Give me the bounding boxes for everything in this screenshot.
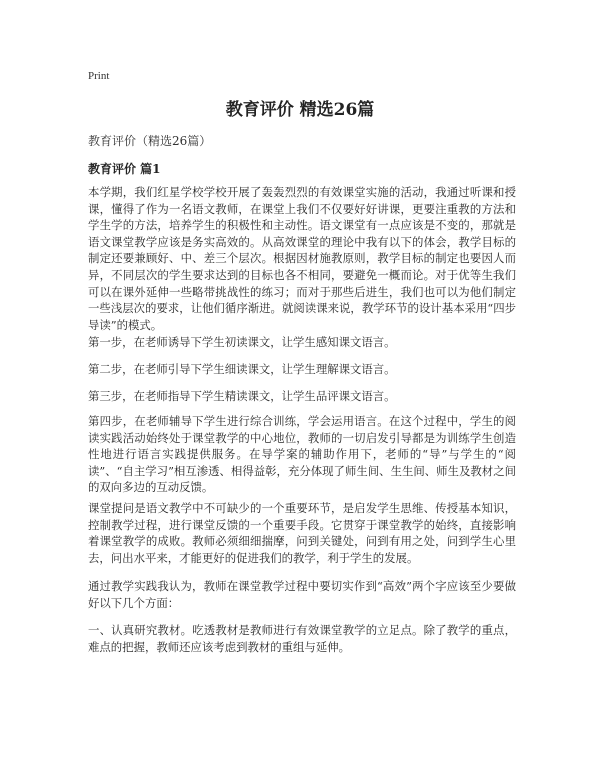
paragraph: 第三步，在老师指导下学生精读课文，让学生品评课文语言。: [88, 389, 396, 403]
print-link[interactable]: Print: [88, 70, 110, 82]
paragraph: 第一步，在老师诱导下学生初读课文，让学生感知课文语言。: [88, 335, 396, 349]
paragraph: 通过教学实践我认为，教师在课堂教学过程中要切实作到“高效”两个字应该至少要做好以下几个方面：: [88, 579, 516, 610]
paragraph: 一、认真研究教材。吃透教材是教师进行有效课堂教学的立足点。除了教学的重点，难点的把握，教师还应该考虑到教材的重组与延伸。: [88, 623, 516, 654]
document-title: 教育评价 精选26篇: [225, 100, 375, 120]
document-subtitle: 教育评价（精选26篇）: [88, 134, 212, 148]
paragraph: 本学期，我们红星学校学校开展了轰轰烈烈的有效课堂实施的活动，我通过听课和授课，懂得了作为一名语文教师，在课堂上我们不仅要好好讲课，更要注重教的方法和学生学的方法，培养学生的积极性和主动性。语文课堂有一点应该是不变的，那就是语文课堂教学应该是务实高效的。从高效课堂的理论中我有以下的体会，教学目标的制定还要兼顾好、中、差三个层次。根据因材施教原则，教学目标的制定也要因人而异，不同层次的学生要求达到的目标也各不相同，要避免一概而论。对于优等生我们可以在课外延伸一些略带挑战性的练习；而对于那些后进生，我们也可以为他们制定一些浅层次的要求，让他们循序渐进。就阅读课来说，教学环节的设计基本采用“四步导读”的模式。: [88, 185, 516, 332]
paragraph: 第四步，在老师辅导下学生进行综合训练，学会运用语言。在这个过程中，学生的阅读实践活动始终处于课堂教学的中心地位，教师的一切启发引导都是为训练学生创造性地进行语言实践提供服务。在导学案的辅助作用下，老师的“导”与学生的“阅读”、“自主学习”相互渗透、相得益彰，充分体现了师生间、生生间、师生及教材之间的双向多边的互动反馈。: [88, 414, 516, 495]
paragraph: 课堂提问是语文教学中不可缺少的一个重要环节，是启发学生思维、传授基本知识，控制教学过程，进行课堂反馈的一个重要手段。它贯穿于课堂教学的始终，直接影响着课堂教学的成败。教师必须细细揣摩，问到关键处，问到有用之处，问到学生心里去，问出水平来，才能更好的促进我们的教学，利于学生的发展。: [88, 501, 516, 565]
paragraph: 第二步，在老师引导下学生细读课文，让学生理解课文语言。: [88, 362, 396, 376]
section-heading: 教育评价 篇1: [88, 162, 161, 176]
